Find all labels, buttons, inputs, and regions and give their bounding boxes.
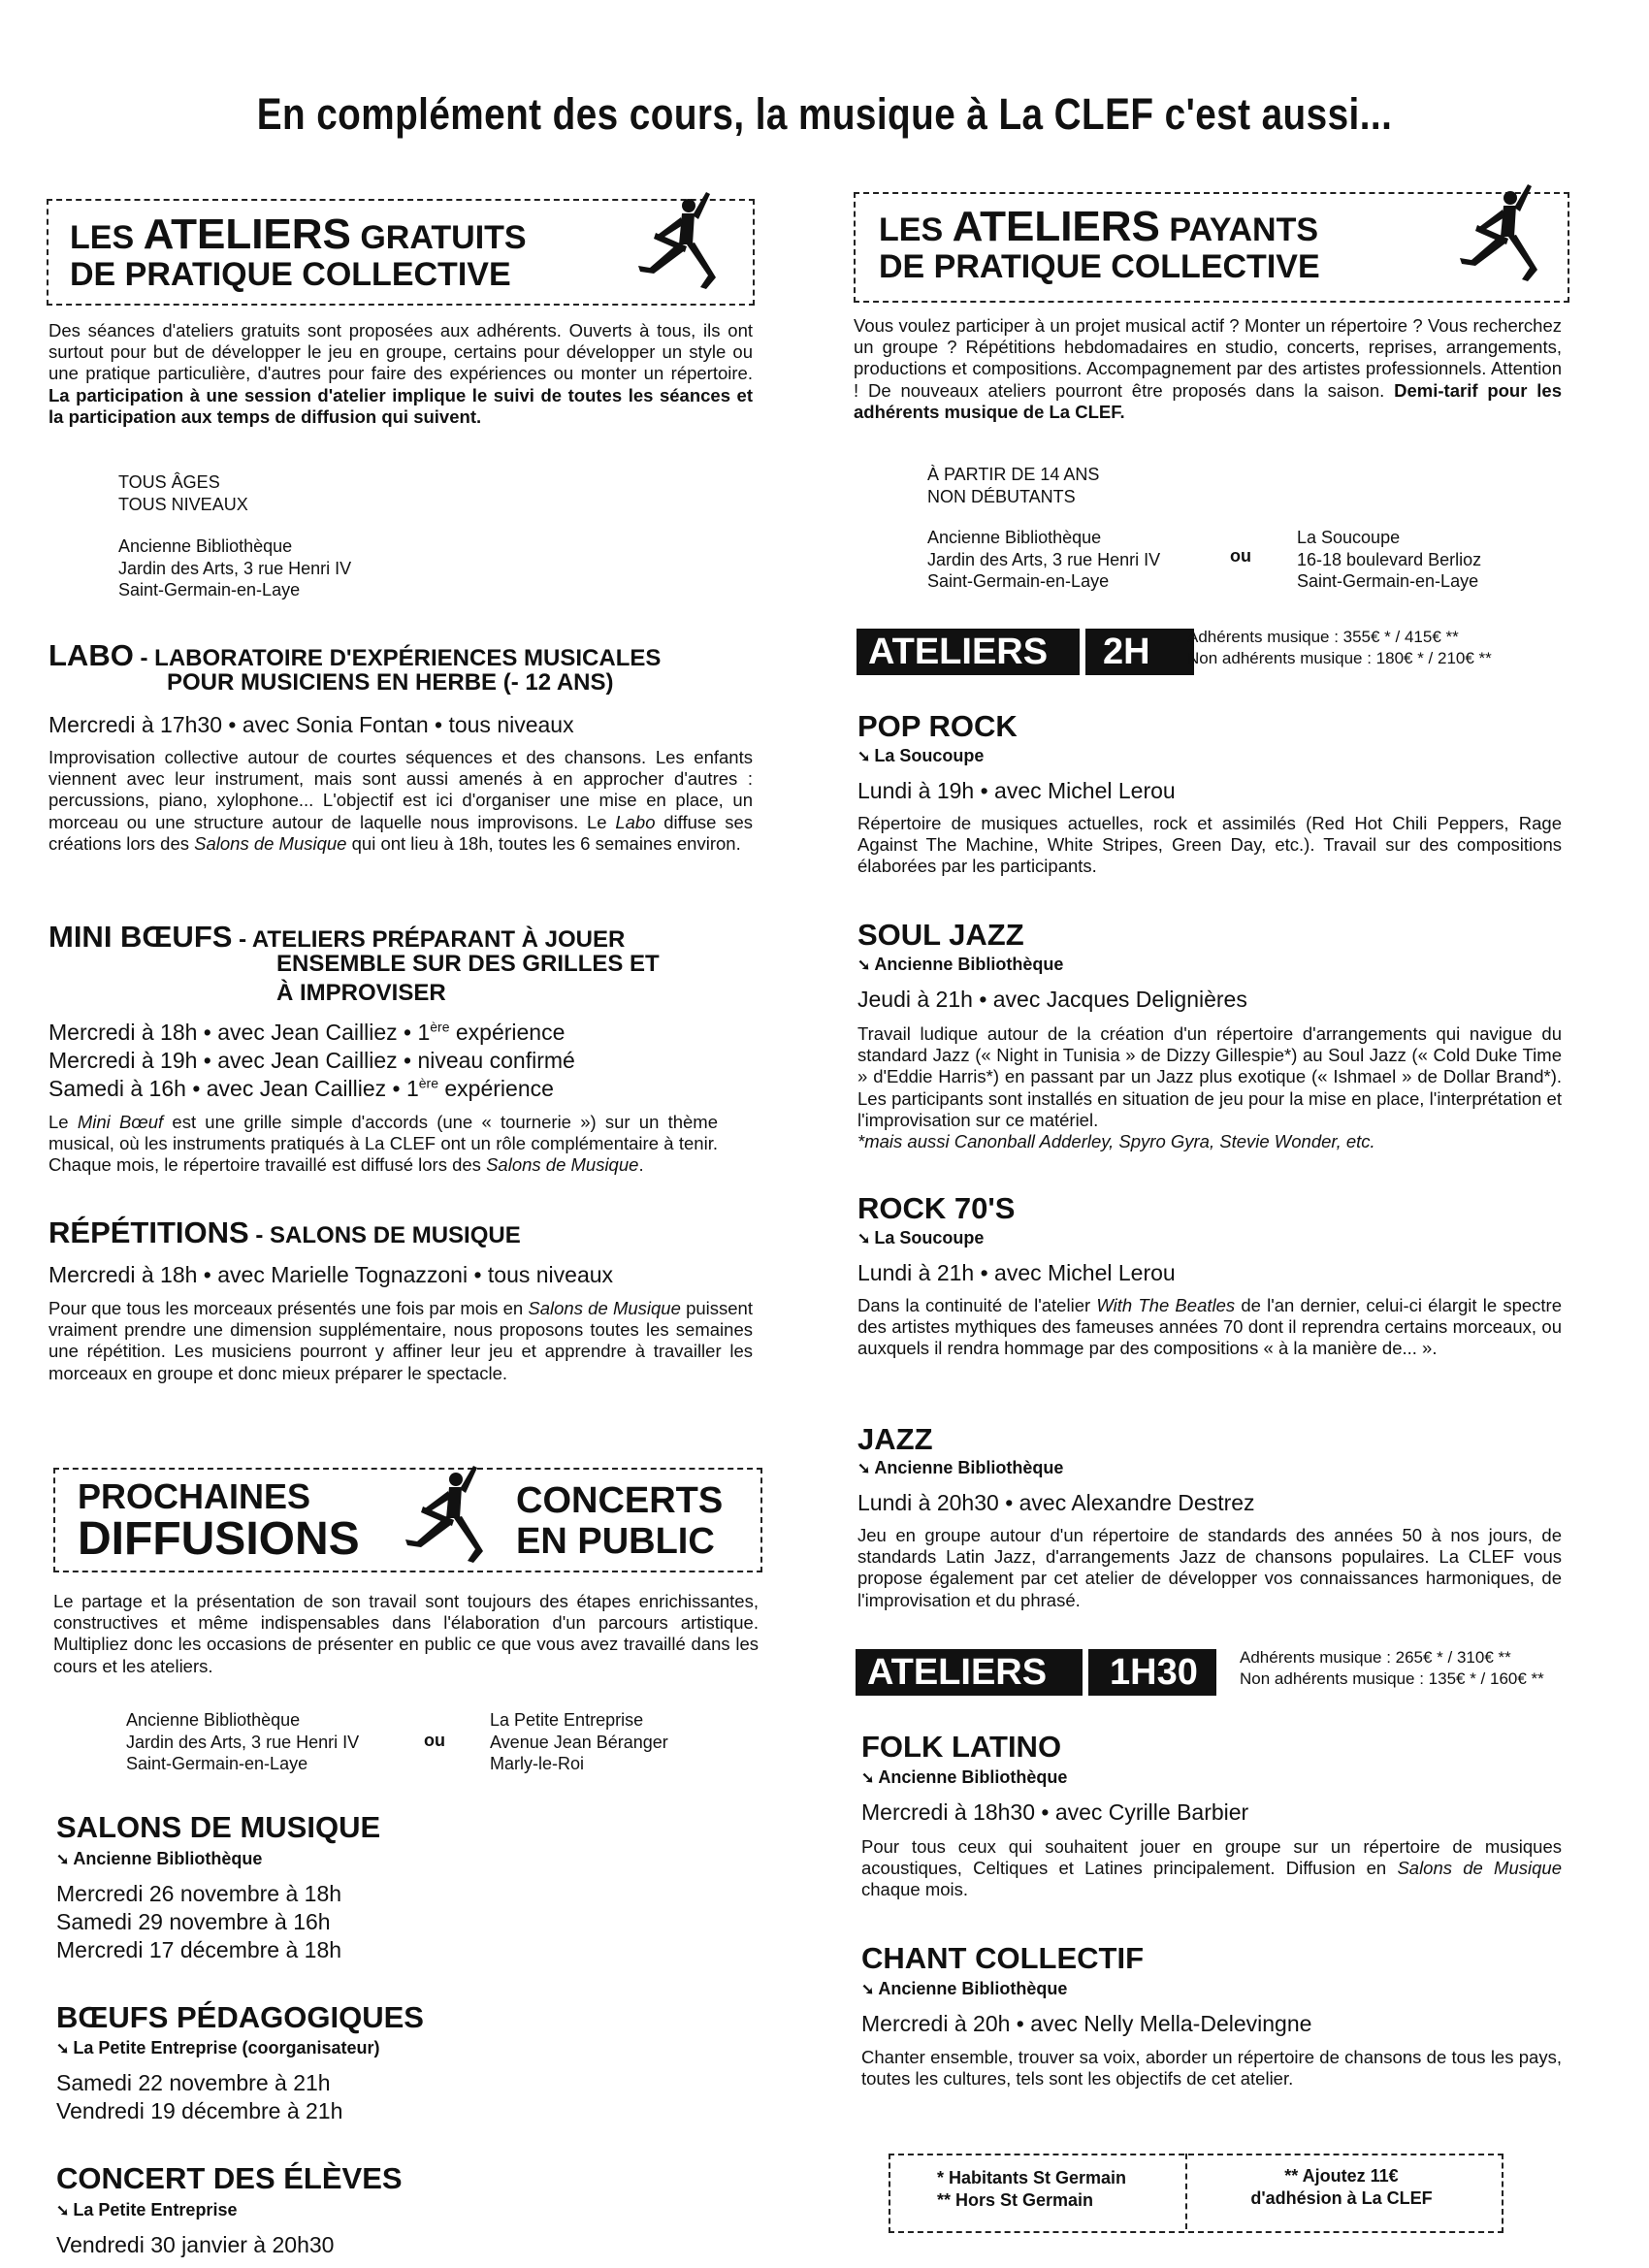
free-workshops-title-line2: DE PRATIQUE COLLECTIVE (70, 256, 511, 293)
pop-rock-location: ➘ La Soucoupe (857, 746, 985, 765)
rock-70s-title: ROCK 70'S (857, 1191, 1016, 1225)
free-workshops-audience: TOUS ÂGES TOUS NIVEAUX (118, 472, 248, 514)
chant-collectif-title: CHANT COLLECTIF (861, 1941, 1145, 1975)
diffusions-venue-b: La Petite Entreprise Avenue Jean Béranger Marly-le-Roi (490, 1710, 668, 1773)
pop-rock-schedule: Lundi à 19h • avec Michel Lerou (857, 778, 1176, 803)
guitarist-icon-3 (1450, 177, 1547, 293)
guitarist-icon-2 (396, 1459, 493, 1573)
boeufs-pedagogiques-dates: Samedi 22 novembre à 21h Vendredi 19 décembre à 21h (56, 2070, 343, 2123)
mini-boeufs-title: MINI BŒUFS - ATELIERS PRÉPARANT À JOUER (48, 920, 626, 954)
arrow-icon: ➘ (56, 2041, 70, 2057)
ateliers-1h30-badge: ATELIERS 1H30 (856, 1649, 1216, 1696)
guitarist-icon (629, 186, 726, 299)
footnote-left: * Habitants St Germain ** Hors St Germain (937, 2168, 1127, 2211)
price-1h30: Adhérents musique : 265€ * / 310€ ** Non adhérents musique : 135€ * / 160€ ** (1240, 1648, 1544, 1689)
mini-boeufs-subtitle-3: À IMPROVISER (276, 980, 446, 1006)
free-workshops-title: LES ATELIERS GRATUITS (70, 211, 527, 258)
jazz-title: JAZZ (857, 1422, 933, 1456)
salons-location: ➘ Ancienne Bibliothèque (56, 1849, 263, 1868)
diffusions-left-title: PROCHAINES DIFFUSIONS (78, 1476, 360, 1565)
free-workshops-intro: Des séances d'ateliers gratuits sont proposées aux adhérents. Ouverts à tous, ils ont surtout pour but de développer le jeu en groupe, certains pour développer un style ou une pratique particulière, d'autres pour faire des expériences ou monter un répertoire. La participation à une session d'atelier implique le suivi de toutes les séances et la participation aux temps de diffusion qui suivent. (48, 320, 753, 427)
labo-schedule: Mercredi à 17h30 • avec Sonia Fontan • tous niveaux (48, 712, 574, 737)
diffusions-or: ou (424, 1731, 445, 1750)
paid-workshops-title-line2: DE PRATIQUE COLLECTIVE (879, 248, 1320, 285)
arrow-icon: ➘ (861, 1982, 875, 1998)
rock-70s-description: Dans la continuité de l'atelier With The Beatles de l'an dernier, celui-ci élargit le spectre des artistes mythiques des fameuses années 70 dont il reprendra certains morceaux, ou auxquels il rendra hommage par des compositions « à la manière de... ». (857, 1295, 1563, 1359)
jazz-schedule: Lundi à 20h30 • avec Alexandre Destrez (857, 1490, 1255, 1515)
repetitions-title: RÉPÉTITIONS - SALONS DE MUSIQUE (48, 1215, 521, 1249)
labo-description: Improvisation collective autour de courtes séquences et des chansons. Les enfants viennent avec leur instrument, mais sont aussi amenés à en approcher d'autres : percussions, piano, xylophone... L'objectif est ici d'organiser une mise en place, un morceau ou une structure autour de laquelle nous improvisons. Le Labo diffuse ses créations lors des Salons de Musique qui ont lieu à 18h, toutes les 6 semaines environ. (48, 747, 753, 854)
chant-collectif-location: ➘ Ancienne Bibliothèque (861, 1979, 1068, 1998)
chant-collectif-description: Chanter ensemble, trouver sa voix, aborder un répertoire de chansons de tous les pays, toutes les cultures, tels sont les objectifs de cet atelier. (861, 2047, 1562, 2090)
price-2h: Adhérents musique : 355€ * / 415€ ** Non adhérents musique : 180€ * / 210€ ** (1187, 628, 1492, 668)
soul-jazz-location: ➘ Ancienne Bibliothèque (857, 955, 1064, 974)
arrow-icon: ➘ (56, 2203, 70, 2219)
badge-divider (1080, 629, 1085, 675)
soul-jazz-title: SOUL JAZZ (857, 918, 1024, 952)
pop-rock-description: Répertoire de musiques actuelles, rock et assimilés (Red Hot Chili Peppers, Rage Against The Machine, White Stripes, Green Day, etc.). Travail sur des compositions élaborées par les participants. (857, 813, 1562, 877)
labo-title: LABO - LABORATOIRE D'EXPÉRIENCES MUSICALES (48, 638, 662, 672)
free-workshops-venue: Ancienne Bibliothèque Jardin des Arts, 3 rue Henri IV Saint-Germain-en-Laye (118, 536, 352, 599)
paid-workshops-title: LES ATELIERS PAYANTS (879, 203, 1319, 250)
diffusions-right-title: CONCERTS EN PUBLIC (516, 1480, 724, 1562)
soul-jazz-schedule: Jeudi à 21h • avec Jacques Delignières (857, 987, 1247, 1012)
boeufs-pedagogiques-title: BŒUFS PÉDAGOGIQUES (56, 2000, 424, 2034)
folk-latino-description: Pour tous ceux qui souhaitent jouer en groupe sur un répertoire de musiques acoustiques, Celtiques et Latines principalement. Diffusion en Salons de Musique chaque mois. (861, 1836, 1562, 1900)
arrow-icon: ➘ (857, 1461, 871, 1477)
diffusions-venue-a: Ancienne Bibliothèque Jardin des Arts, 3 rue Henri IV Saint-Germain-en-Laye (126, 1710, 360, 1773)
paid-workshops-venue-b: La Soucoupe 16-18 boulevard Berlioz Saint-Germain-en-Laye (1297, 528, 1482, 591)
concert-eleves-title: CONCERT DES ÉLÈVES (56, 2161, 403, 2195)
rock-70s-location: ➘ La Soucoupe (857, 1228, 985, 1247)
arrow-icon: ➘ (56, 1852, 70, 1868)
ateliers-2h-badge: ATELIERS 2H (857, 629, 1194, 675)
salons-dates: Mercredi 26 novembre à 18h Samedi 29 novembre à 16h Mercredi 17 décembre à 18h (56, 1881, 342, 1962)
badge-divider-2 (1083, 1649, 1088, 1696)
chant-collectif-schedule: Mercredi à 20h • avec Nelly Mella-Delevingne (861, 2011, 1312, 2036)
arrow-icon: ➘ (857, 957, 871, 974)
footnote-right: ** Ajoutez 11€ d'adhésion à La CLEF (1250, 2166, 1433, 2209)
paid-workshops-or: ou (1230, 546, 1251, 566)
jazz-description: Jeu en groupe autour d'un répertoire de standards des années 50 à nos jours, de standards Latin Jazz, d'arrangements Jazz de chansons populaires. La CLEF vous propose également par cet atelier de développer vos connaissances harmoniques, de l'improvisation et du phrasé. (857, 1525, 1562, 1610)
soul-jazz-description: Travail ludique autour de la création d'un répertoire d'arrangements qui navigue du standard Jazz (« Night in Tunisia » de Dizzy Gillespie*) au Soul Jazz (« Cold Duke Time » d'Eddie Harris*) en passant par un Jazz plus exotique (« Ishmael » de Dollar Brand*). Les participants sont installés en situation de jeu pour la mise en place, l'interprétation et l'improvisation sur ce matériel. *mais aussi Canonball Adderley, Spyro Gyra, Stevie Wonder, etc. (857, 1023, 1562, 1151)
pop-rock-title: POP ROCK (857, 709, 1018, 743)
concert-eleves-dates: Vendredi 30 janvier à 20h30 (56, 2232, 335, 2257)
diffusions-intro: Le partage et la présentation de son travail sont toujours des étapes enrichissantes, constructives et même indispensables dans l'élaboration d'un parcours artistique. Multipliez donc les occasions de présenter en public ce que vous avez travaillé dans les cours et les ateliers. (53, 1591, 759, 1676)
footnote-divider (1185, 2154, 1187, 2229)
concert-eleves-location: ➘ La Petite Entreprise (56, 2200, 238, 2219)
repetitions-description: Pour que tous les morceaux présentés une fois par mois en Salons de Musique puissent vraiment prendre une dimension supplémentaire, nous proposons toutes les semaines une répétition. Les musiciens pourront y affiner leur jeu et apprendre à travailler les morceaux en groupe et donc mieux préparer le spectacle. (48, 1298, 753, 1383)
mini-boeufs-schedule: Mercredi à 18h • avec Jean Cailliez • 1ère expérience Mercredi à 19h • avec Jean Cailliez • niveau confirmé Samedi à 16h • avec Jean Cailliez • 1ère expérience (48, 1019, 575, 1101)
rock-70s-schedule: Lundi à 21h • avec Michel Lerou (857, 1260, 1176, 1285)
paid-workshops-venue-a: Ancienne Bibliothèque Jardin des Arts, 3 rue Henri IV Saint-Germain-en-Laye (927, 528, 1161, 591)
salons-title: SALONS DE MUSIQUE (56, 1810, 381, 1844)
jazz-location: ➘ Ancienne Bibliothèque (857, 1458, 1064, 1477)
page-title: En complément des cours, la musique à La CLEF c'est aussi... (256, 89, 1393, 139)
repetitions-schedule: Mercredi à 18h • avec Marielle Tognazzoni • tous niveaux (48, 1262, 614, 1287)
mini-boeufs-description: Le Mini Bœuf est une grille simple d'accords (une « tournerie ») sur un thème musical, où les instruments pratiqués à La CLEF ont un rôle complémentaire à tenir. Chaque mois, le répertoire travaillé est diffusé lors des Salons de Musique. (48, 1112, 719, 1176)
arrow-icon: ➘ (857, 749, 871, 765)
arrow-icon: ➘ (857, 1231, 871, 1247)
paid-workshops-audience: À PARTIR DE 14 ANS NON DÉBUTANTS (927, 465, 1100, 506)
arrow-icon: ➘ (861, 1770, 875, 1787)
folk-latino-schedule: Mercredi à 18h30 • avec Cyrille Barbier (861, 1799, 1249, 1825)
folk-latino-location: ➘ Ancienne Bibliothèque (861, 1767, 1068, 1787)
labo-subtitle: POUR MUSICIENS EN HERBE (- 12 ANS) (167, 669, 614, 696)
paid-workshops-intro: Vous voulez participer à un projet musical actif ? Monter un répertoire ? Vous recherchez un groupe ? Répétitions hebdomadaires en studio, concerts, reprises, arrangements, productions et compositions. Accompagnement par des artistes professionnels. Attention ! De nouveaux ateliers pourront être proposés dans la saison. Demi-tarif pour les adhérents musique de La CLEF. (854, 315, 1562, 422)
folk-latino-title: FOLK LATINO (861, 1730, 1062, 1764)
boeufs-pedagogiques-location: ➘ La Petite Entreprise (coorganisateur) (56, 2038, 380, 2057)
mini-boeufs-subtitle-2: ENSEMBLE SUR DES GRILLES ET (276, 951, 660, 977)
